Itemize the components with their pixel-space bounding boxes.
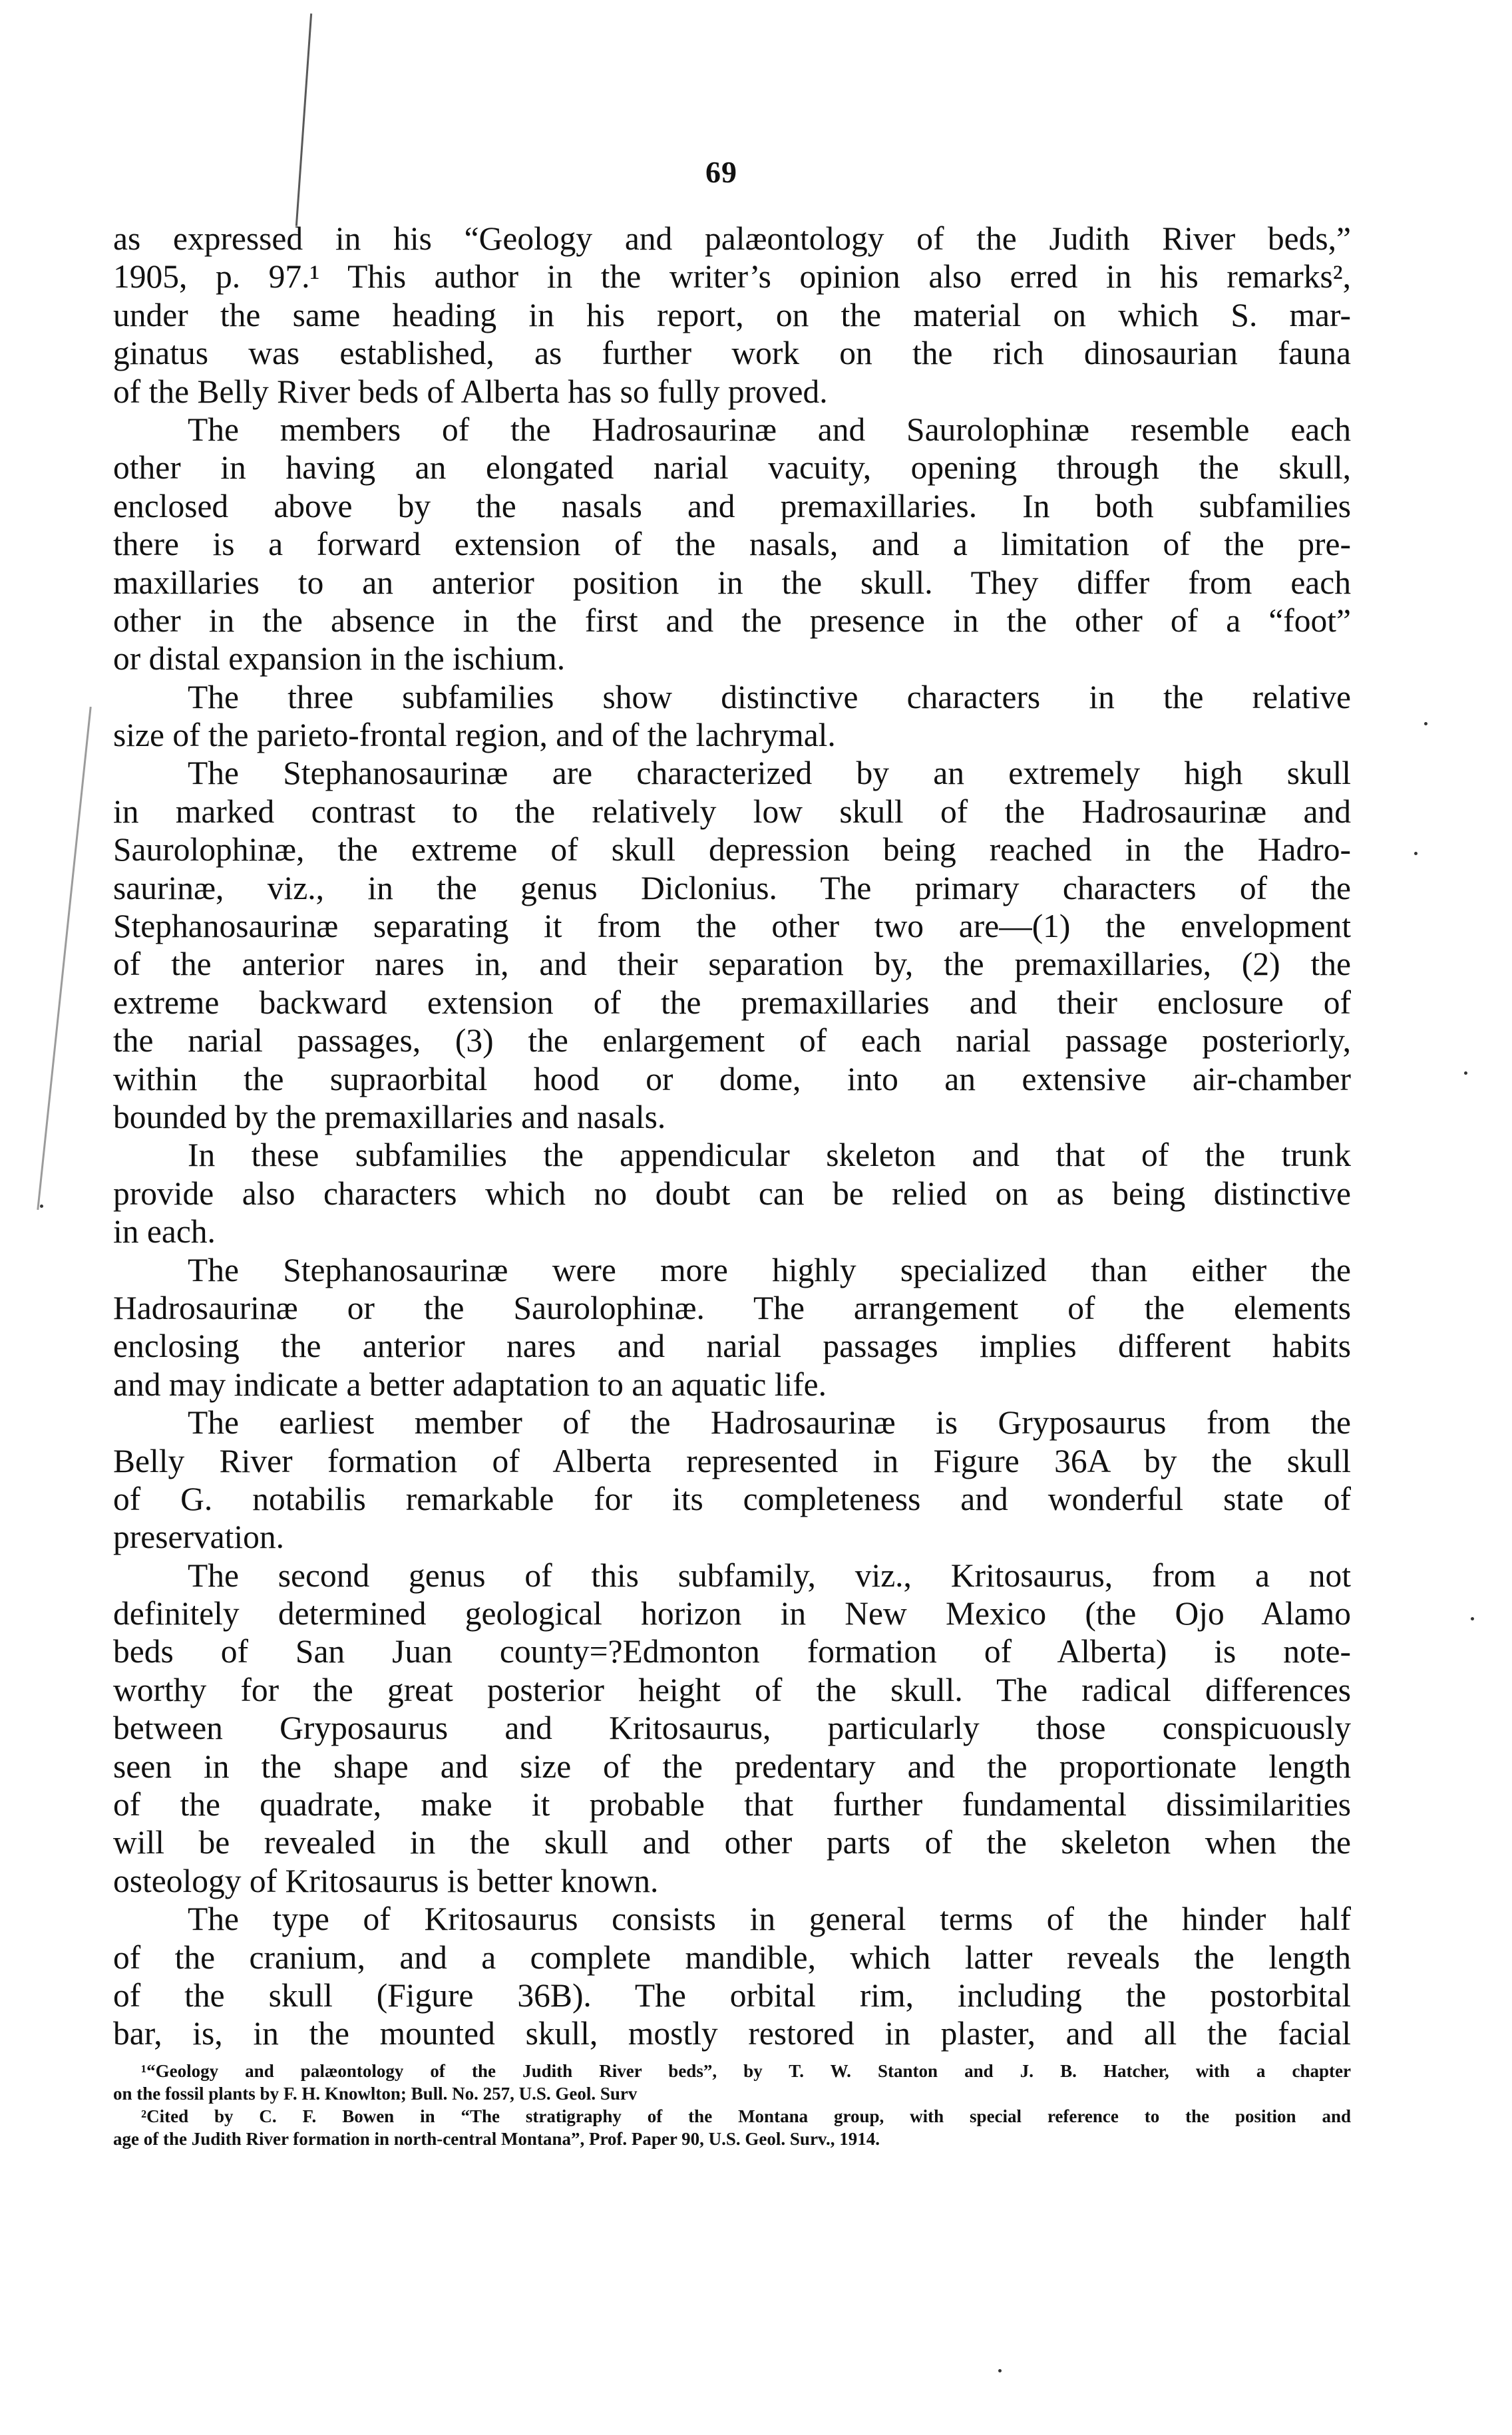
text-line: bounded by the premaxillaries and nasals. [113,1098,666,1135]
text-line: or distal expansion in the ischium. [113,640,566,677]
text-line: in marked contrast to the relatively low skull of the Hadrosaurinæ and [113,793,1351,830]
text-line: saurinæ, viz., in the genus Diclonius. The primary characters of the [113,869,1351,906]
text-line: enclosed above by the nasals and premaxillaries. In both subfamilies [113,487,1351,524]
text-line: The Stephanosaurinæ are characterized by an extremely high skull [188,755,1351,792]
footnote-line: ¹“Geology and palæontology of the Judith River beds”, by T. W. Stanton and J. B. Hatcher, with a chapter [141,2061,1351,2081]
text-line: seen in the shape and size of the predentary and the proportionate length [113,1748,1351,1785]
text-line: enclosing the anterior nares and narial passages implies different habits [113,1328,1351,1365]
text-line: beds of San Juan county=?Edmonton formation of Alberta) is note- [113,1633,1351,1670]
text-line: of the Belly River beds of Alberta has so fully proved. [113,373,828,410]
text-line: extreme backward extension of the premaxillaries and their enclosure of [113,984,1351,1021]
scan-speck [998,2369,1002,2372]
page-number: 69 [705,155,737,189]
footnotes [113,2060,1351,2150]
text-line: Saurolophinæ, the extreme of skull depression being reached in the Hadro- [113,831,1351,868]
text-line: Stephanosaurinæ separating it from the other two are—(1) the envelopment [113,908,1351,945]
pen-mark-left [37,707,91,1210]
text-line: definitely determined geological horizon in New Mexico (the Ojo Alamo [113,1595,1351,1632]
text-line: ginatus was established, as further work on the rich dinosaurian fauna [113,335,1351,372]
text-line: of the cranium, and a complete mandible, which latter reveals the length [113,1939,1351,1976]
text-line: maxillaries to an anterior position in the skull. They differ from each [113,564,1351,601]
footnote-line: age of the Judith River formation in north-central Montana”, Prof. Paper 90, U.S. Geol. Surv., 1914. [113,2129,880,2149]
text-line: worthy for the great posterior height of the skull. The radical differences [113,1671,1351,1708]
pen-mark-top [295,13,312,226]
text-line: will be revealed in the skull and other parts of the skeleton when the [113,1824,1351,1861]
text-line: preservation. [113,1519,285,1556]
text-line: In these subfamilies the appendicular skeleton and that of the trunk [188,1137,1351,1174]
text-line: within the supraorbital hood or dome, into an extensive air-chamber [113,1060,1351,1097]
footnote-line: ²Cited by C. F. Bowen in “The stratigraphy of the Montana group, with special reference to the position and [141,2106,1351,2126]
text-line: and may indicate a better adaptation to an aquatic life. [113,1366,827,1403]
body-text [113,220,1351,2053]
text-line: Hadrosaurinæ or the Saurolophinæ. The arrangement of the elements [113,1289,1351,1326]
text-line: The second genus of this subfamily, viz., Kritosaurus, from a not [188,1557,1351,1594]
text-line: there is a forward extension of the nasals, and a limitation of the pre- [113,526,1351,563]
footnote-line: on the fossil plants by F. H. Knowlton; Bull. No. 257, U.S. Geol. Surv [113,2084,638,2104]
text-line: The three subfamilies show distinctive characters in the relative [188,678,1351,715]
text-line: of the anterior nares in, and their separation by, the premaxillaries, (2) the [113,946,1351,983]
scan-speck [1414,852,1418,855]
text-line: The members of the Hadrosaurinæ and Saurolophinæ resemble each [188,411,1351,448]
scan-speck [1471,1617,1474,1620]
text-line: provide also characters which no doubt can be relied on as being distinctive [113,1175,1351,1212]
scan-speck [1464,1071,1467,1075]
text-line: 1905, p. 97.¹ This author in the writer’s opinion also erred in his remarks², [113,258,1351,295]
text-line: as expressed in his “Geology and palæontology of the Judith River beds,” [113,220,1351,257]
text-line: of G. notabilis remarkable for its completeness and wonderful state of [113,1480,1351,1517]
scan-speck [1424,722,1427,725]
text-line: under the same heading in his report, on the material on which S. mar- [113,296,1351,333]
text-line: between Gryposaurus and Kritosaurus, particularly those conspicuously [113,1710,1351,1747]
scan-speck [40,1205,43,1208]
text-line: in each. [113,1213,216,1250]
text-line: the narial passages, (3) the enlargement of each narial passage posteriorly, [113,1022,1351,1059]
text-line: of the skull (Figure 36B). The orbital rim, including the postorbital [113,1976,1351,2014]
text-line: other in the absence in the first and the presence in the other of a “foot” [113,602,1351,639]
text-line: size of the parieto-frontal region, and of the lachrymal. [113,717,836,754]
text-line: Belly River formation of Alberta represented in Figure 36A by the skull [113,1442,1351,1479]
text-line: The Stephanosaurinæ were more highly specialized than either the [188,1251,1351,1288]
text-line: The earliest member of the Hadrosaurinæ is Gryposaurus from the [188,1404,1351,1441]
text-line: other in having an elongated narial vacuity, opening through the skull, [113,449,1351,486]
text-line: of the quadrate, make it probable that further fundamental dissimilarities [113,1786,1351,1823]
text-line: osteology of Kritosaurus is better known. [113,1862,659,1899]
text-line: The type of Kritosaurus consists in general terms of the hinder half [188,1901,1351,1938]
text-line: bar, is, in the mounted skull, mostly restored in plaster, and all the facial [113,2015,1351,2052]
